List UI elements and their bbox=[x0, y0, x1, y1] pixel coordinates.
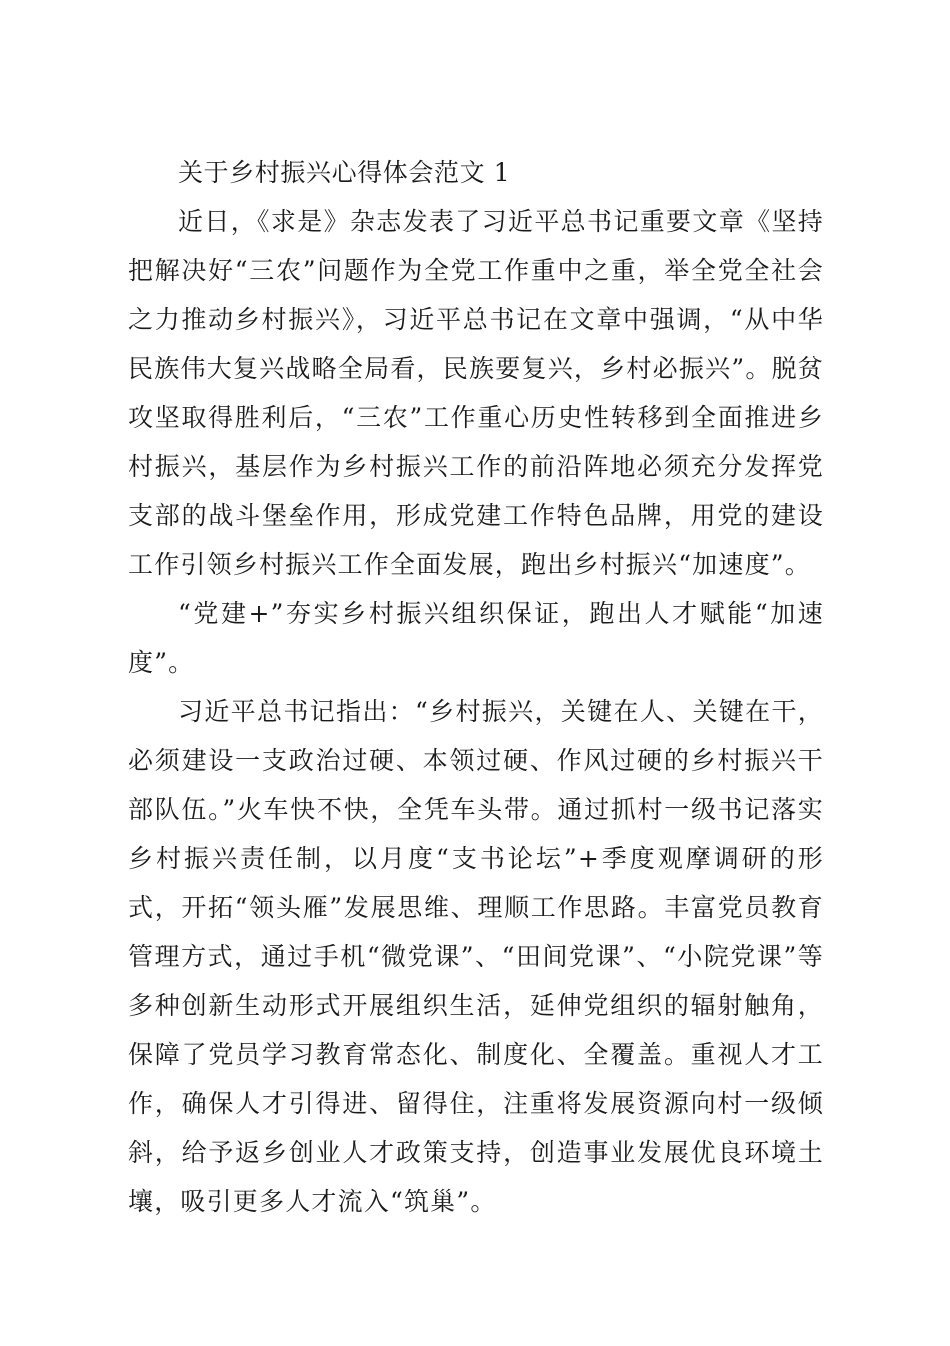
paragraph-heading-party-building: “党建+”夯实乡村振兴组织保证，跑出人才赋能“加速度”。 bbox=[128, 599, 824, 677]
document-body bbox=[128, 148, 824, 1226]
paragraph-intro: 近日，《求是》杂志发表了习近平总书记重要文章《坚持把解决好“三农”问题作为全党工作重中之重，举全党全社会之力推动乡村振兴》，习近平总书记在文章中强调，“从中华民族伟大复兴战略全局看，民族要复兴，乡村必振兴”。脱贫攻坚取得胜利后，“三农”工作重心历史性转移到全面推进乡村振兴，基层作为乡村振兴工作的前沿阵地必须充分发挥党支部的战斗堡垒作用，形成党建工作特色品牌，用党的建设工作引领乡村振兴工作全面发展，跑出乡村振兴“加速度”。 bbox=[128, 207, 824, 579]
document-title: 关于乡村振兴心得体会范文 1 bbox=[178, 158, 511, 187]
paragraph-talent: 习近平总书记指出：“乡村振兴，关键在人、关键在干，必须建设一支政治过硬、本领过硬、作风过硬的乡村振兴干部队伍。”火车快不快，全凭车头带。通过抓村一级书记落实乡村振兴责任制，以月度“支书论坛”+季度观摩调研的形式，开拓“领头雁”发展思维、理顺工作思路。丰富党员教育管理方式，通过手机“微党课”、“田间党课”、“小院党课”等多种创新生动形式开展组织生活，延伸党组织的辐射触角，保障了党员学习教育常态化、制度化、全覆盖。重视人才工作，确保人才引得进、留得住，注重将发展资源向村一级倾斜，给予返乡创业人才政策支持，创造事业发展优良环境土壤，吸引更多人才流入“筑巢”。 bbox=[128, 697, 824, 1216]
